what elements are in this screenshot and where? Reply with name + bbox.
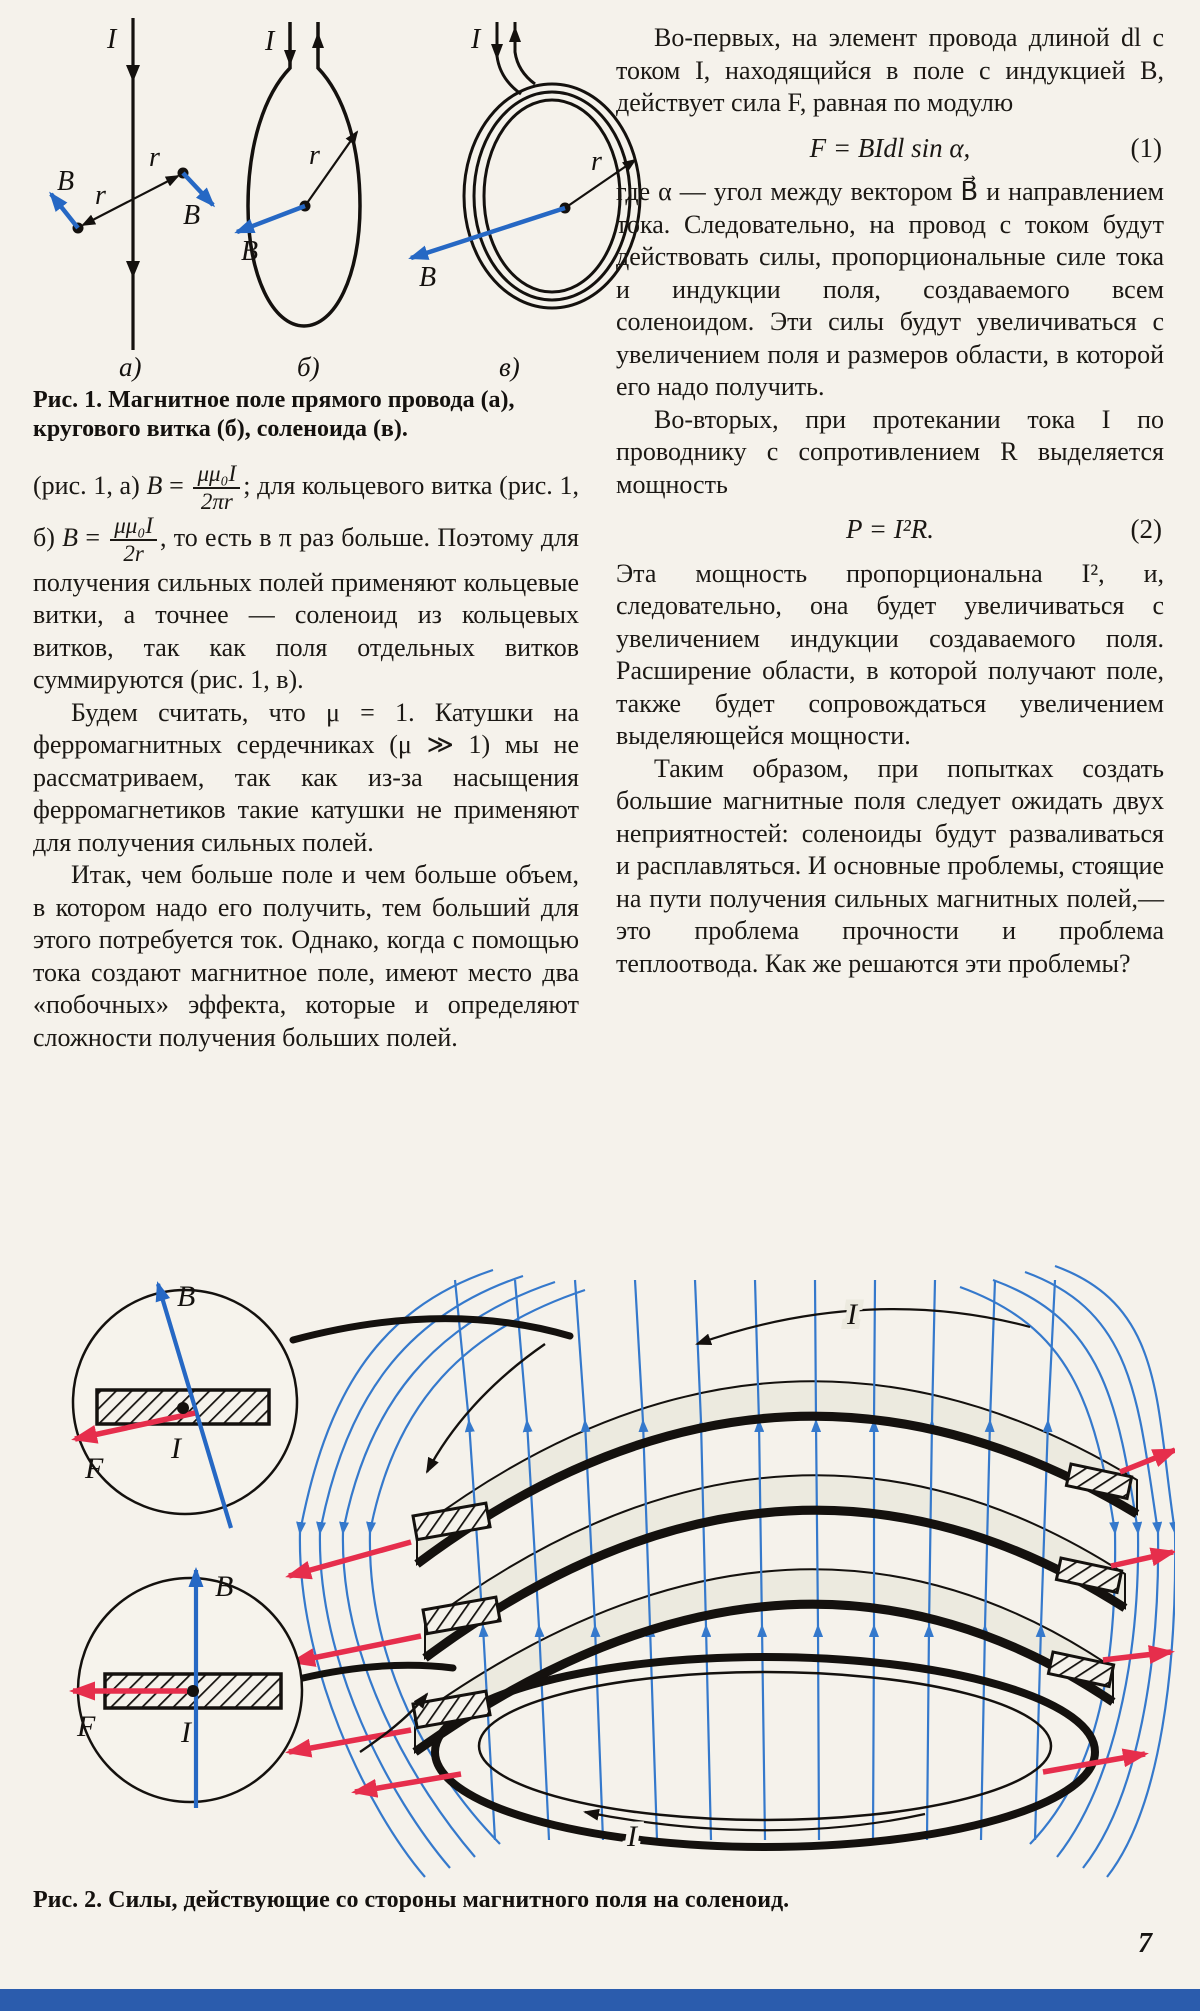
paragraph: где α — угол между вектором B⃗ и направлением тока. Следовательно, на провод с током будут действовать силы, пропорциональные силе тока и индукции поля, создаваемого всем соленоидом. Эти силы будут увеличиваться с увеличением поля и размеров области, в которой его надо получить. [616, 177, 1164, 401]
current-label: I [627, 1820, 637, 1853]
fig1-solenoid-diagram [411, 22, 640, 382]
fig1-straight-wire-diagram [51, 18, 213, 382]
paragraph: (рис. 1, а) B = $\frac{\text{μμ₀I}}{2\pi r}$ ; для кольцевого витка (рис. 1, б) B = $\frac{\text{μμ₀I}}{2r}$ , то есть в π раз больше. Поэтому для получения сильных полей применяют кольцевые витки, а точнее — соленоид из кольцевых витков, так как поля отдельных витков суммируются (рис. 1, в). [33, 461, 580, 695]
field-label: B [215, 1570, 234, 1603]
right-text-column [616, 22, 1164, 980]
figure2-illustration [25, 1232, 1175, 1882]
inset-wire-element-top [73, 1280, 297, 1528]
current-label: I [171, 1432, 181, 1465]
equation-number: (1) [1130, 132, 1162, 163]
field-label: B [419, 262, 437, 293]
force-label: F [85, 1452, 104, 1485]
current-dot [187, 1685, 199, 1697]
paragraph: Таким образом, при попытках создать большие магнитные поля следует ожидать двух неприятностей: соленоиды будут разваливаться и расплавляться. И основные проблемы, стоящие на пути получения сильных магнитных полей,— это проблема прочности и проблема теплоотвода. Как же решаются эти проблемы? [616, 753, 1164, 978]
current-label: I [107, 24, 117, 55]
variable: B [146, 471, 163, 501]
b-vector [411, 208, 565, 258]
figure2-caption: Рис. 2. Силы, действующие со стороны магнитного поля на соленоид. [33, 1887, 790, 1913]
force-label: F [77, 1710, 96, 1743]
current-arrowhead [312, 32, 324, 48]
paragraph: Во-первых, на элемент провода длиной dl с током I, находящийся в поле с индукцией B, действует сила F, равная по модулю [616, 23, 1164, 117]
fig1-loop-diagram [237, 22, 360, 382]
fraction: $\frac{\text{μμ₀I}}{2r}$ [107, 514, 160, 566]
left-text-column [33, 462, 579, 1054]
current-dot [177, 1402, 189, 1414]
figure1-caption: Рис. 1. Магнитное поле прямого провода (а), кругового витка (б), соленоида (в). [33, 387, 515, 442]
current-arrowhead [491, 44, 503, 60]
inset-wire-element-bottom [73, 1570, 302, 1808]
paragraph: Эта мощность пропорциональна I², и, следовательно, она будет увеличиваться с увеличением индукции создаваемого поля. Расширение области, в которой получают поле, также будет сопровождаться увеличением выделяющейся мощности. [616, 558, 1164, 750]
current-label: I [847, 1298, 857, 1331]
field-label: B [57, 166, 75, 197]
b-vector [51, 194, 78, 228]
variable: B [62, 523, 79, 553]
radius-label: r [591, 146, 602, 177]
field-label: B [183, 200, 201, 231]
current-arrowhead [126, 261, 140, 278]
footer-accent-bar [0, 1989, 1200, 2011]
current-label: I [181, 1716, 191, 1749]
paragraph: Итак, чем больше поле и чем больше объем, в котором надо его получить, тем больший для этого потребуется ток. Однако, когда с помощью тока создают магнитное поле, имеют место два «побочных» эффекта, которые и определяют сложности получения больших полей. [33, 860, 579, 1052]
current-label: I [471, 24, 481, 55]
formula: P = I²R. [845, 514, 935, 544]
formula: F = BIdl sin α, [809, 132, 971, 163]
radius-label: r [95, 180, 106, 211]
field-label: B [241, 236, 259, 267]
equation-2 [616, 513, 1164, 546]
field-label: B [177, 1280, 196, 1313]
equation-number: (2) [1130, 514, 1162, 544]
current-label: I [265, 26, 275, 57]
subfigure-label: в) [499, 352, 520, 382]
paragraph: Будем считать, что μ = 1. Катушки на ферромагнитных сердечниках (μ ≫ 1) мы не рассматриваем, так как из-за насыщения ферромагнетиков такие катушки не применяют для получения сильных полей. [33, 697, 579, 857]
subfigure-label: б) [297, 352, 320, 382]
current-arrowhead [126, 65, 140, 82]
current-arrowhead [509, 26, 521, 42]
radius-label: r [149, 142, 160, 173]
equation-1 [616, 132, 1164, 165]
current-arrowhead [284, 50, 296, 66]
page-number: 7 [1138, 1928, 1152, 1959]
paragraph: Во-вторых, при протекании тока I по проводнику с сопротивлением R выделяется мощность [616, 404, 1164, 499]
radius-label: r [309, 140, 320, 171]
subfigure-label: а) [119, 352, 142, 382]
fraction: $\frac{\text{μμ₀I}}{2\pi r}$ [190, 462, 243, 514]
